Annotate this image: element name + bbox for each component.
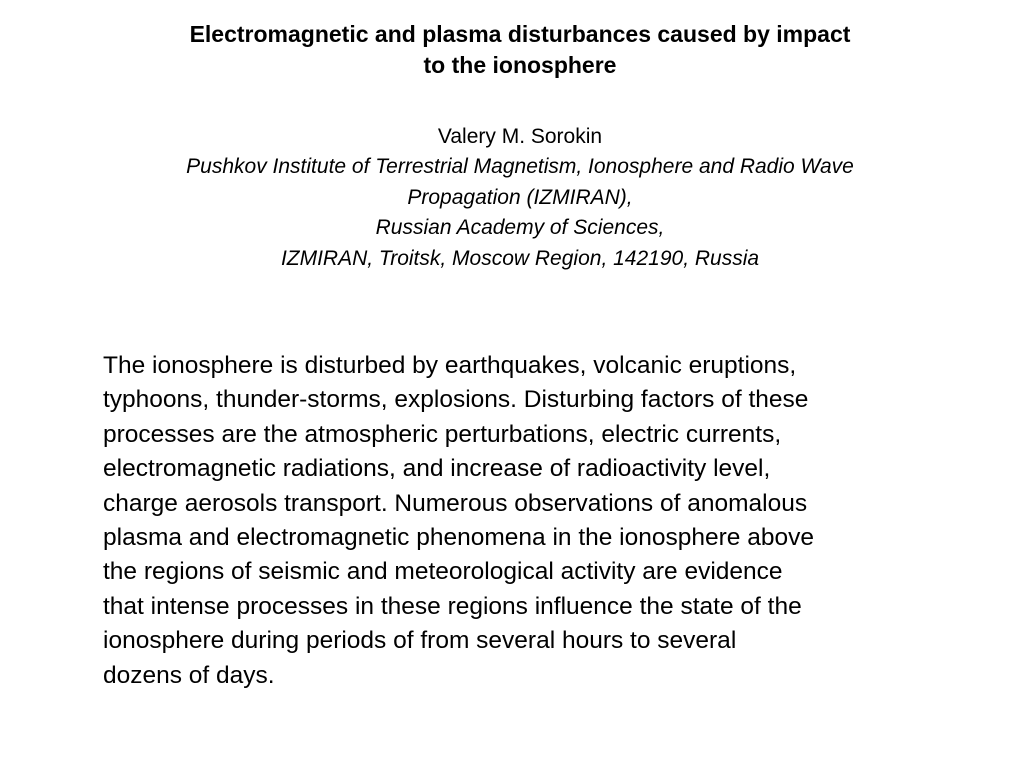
abstract-line: plasma and electromagnetic phenomena in the ionosphere above: [103, 524, 814, 552]
affiliation-line: Russian Academy of Sciences,: [375, 216, 665, 239]
affiliation-line: Propagation (IZMIRAN),: [407, 185, 633, 209]
author-affiliation: [100, 152, 940, 274]
abstract-line: that intense processes in these regions influence the state of the: [103, 592, 802, 620]
abstract-line: the regions of seismic and meteorological activity are evidence: [103, 558, 783, 586]
abstract-line: The ionosphere is disturbed by earthquakes, volcanic eruptions,: [103, 352, 797, 379]
abstract-line: charge aerosols transport. Numerous observations of anomalous: [103, 489, 808, 517]
affiliation-line: Pushkov Institute of Terrestrial Magnetism, Ionosphere and Radio Wave: [186, 155, 854, 178]
abstract-line: processes are the atmospheric perturbations, electric currents,: [103, 420, 782, 448]
abstract-line: typhoons, thunder-storms, explosions. Disturbing factors of these: [103, 386, 809, 414]
paper-title-line: Electromagnetic and plasma disturbances caused by impact: [189, 21, 851, 47]
abstract-line: dozens of days.: [103, 661, 275, 689]
paper-title: [100, 19, 940, 81]
paper-title-line: to the ionosphere: [423, 52, 617, 78]
abstract-line: electromagnetic radiations, and increase of radioactivity level,: [103, 455, 771, 483]
affiliation-line: IZMIRAN, Troitsk, Moscow Region, 142190, Russia: [280, 246, 760, 270]
abstract-line: ionosphere during periods of from several hours to several: [103, 627, 737, 655]
abstract-paragraph: [103, 349, 963, 693]
author-name: Valery M. Sorokin: [437, 125, 603, 148]
